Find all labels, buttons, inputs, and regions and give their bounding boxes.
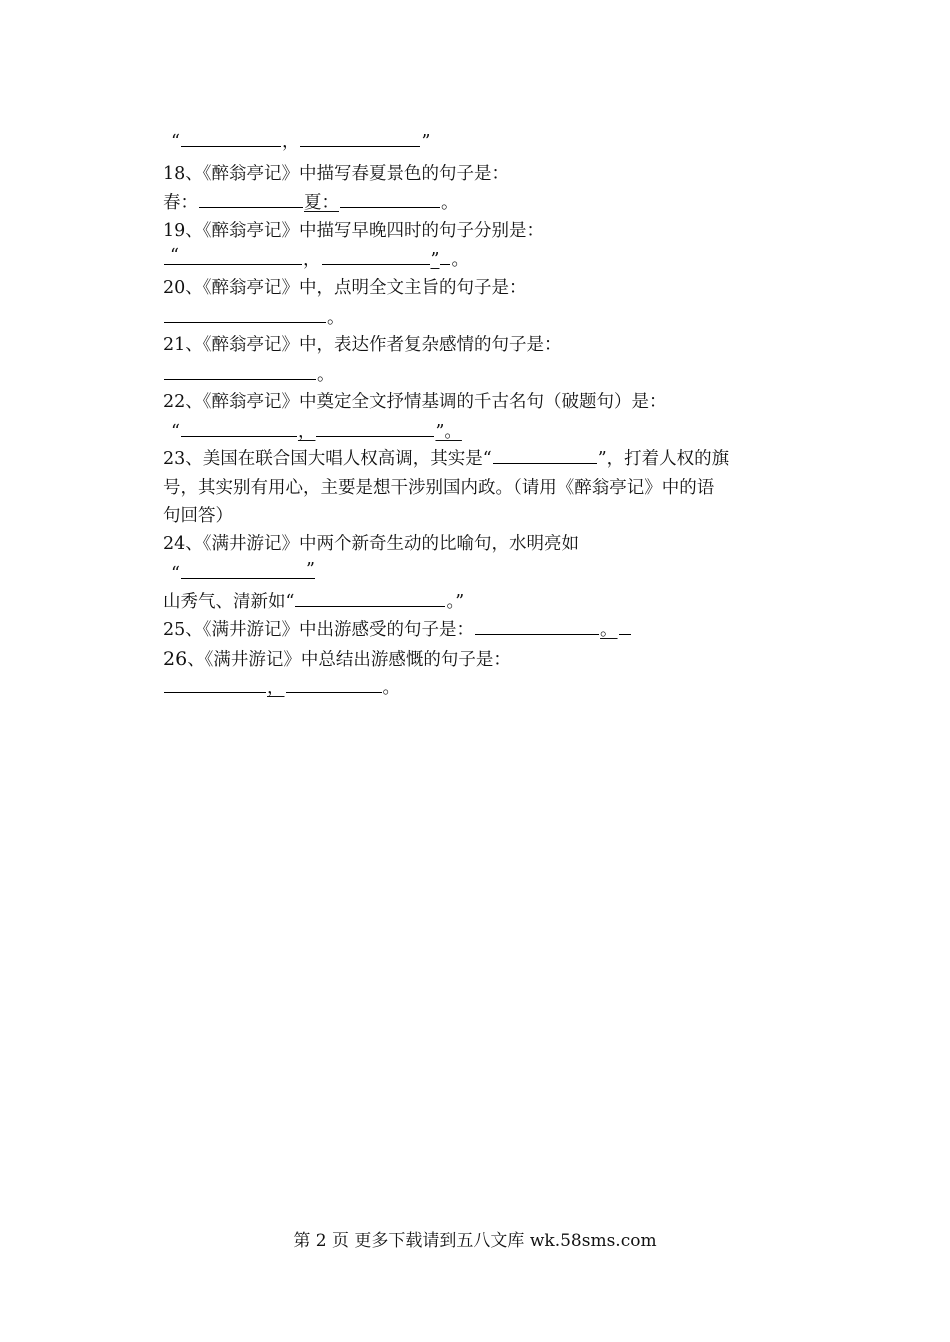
answer-blank[interactable]	[322, 246, 430, 265]
q26-answer-line	[163, 674, 803, 702]
period: 。	[317, 365, 335, 385]
q26-title-line	[163, 645, 803, 674]
answer-blank[interactable]	[316, 418, 434, 437]
answer-blank[interactable]	[286, 674, 382, 693]
q19-title: 19、《醉翁亭记》中描写早晚四时的句子分别是：	[163, 221, 545, 241]
comma: ，	[297, 422, 316, 442]
answer-blank[interactable]	[164, 674, 266, 693]
q21-answer-line	[163, 361, 803, 389]
period: 。	[600, 620, 618, 640]
answer-blank[interactable]	[475, 616, 599, 635]
period: 。	[327, 308, 345, 328]
answer-blank[interactable]	[164, 246, 302, 265]
q24-text-end: 。”	[446, 592, 465, 612]
answer-blank-tail	[619, 616, 631, 635]
answer-blank[interactable]	[300, 128, 420, 147]
q23-line-2: 号，其实别有用心，主要是想干涉别国内政。（请用《醉翁亭记》中的语	[163, 478, 715, 498]
quote-open: “	[170, 246, 179, 266]
answer-blank[interactable]	[181, 418, 297, 437]
q22-answer-line	[163, 418, 803, 446]
q26-number: 26	[163, 648, 188, 670]
quote-close: ”	[430, 250, 440, 270]
q17-answer-line	[163, 128, 803, 156]
spring-blank[interactable]	[199, 189, 303, 208]
answer-blank[interactable]	[181, 128, 281, 147]
q21-title: 21、《醉翁亭记》中，表达作者复杂感情的句子是：	[163, 335, 562, 355]
q23-line-3: 句回答）	[163, 506, 233, 526]
q26-title: 、《满井游记》中总结出游感慨的句子是：	[187, 650, 511, 670]
answer-blank[interactable]	[181, 560, 315, 579]
q24-answer-line-1	[163, 560, 803, 588]
comma: ，	[303, 250, 321, 270]
summer-blank[interactable]	[340, 189, 440, 208]
comma: ，	[281, 132, 300, 152]
q23-text-start: 23、美国在联合国大唱人权高调，其实是“	[163, 449, 492, 469]
q18-title: 18、《醉翁亭记》中描写春夏景色的句子是：	[163, 164, 510, 184]
q25-title: 25、《满井游记》中出游感受的句子是：	[163, 620, 475, 640]
quote-close: ”。	[435, 422, 462, 442]
answer-blank-tail	[440, 246, 450, 265]
q23-text-end: ”，打着人权的旗	[597, 449, 730, 469]
q20-title: 20、《醉翁亭记》中，点明全文主旨的句子是：	[163, 278, 527, 298]
answer-blank[interactable]	[493, 445, 597, 464]
answer-blank[interactable]	[164, 361, 316, 380]
q20-answer-line	[163, 304, 803, 332]
quote-open: “	[171, 422, 180, 442]
answer-blank[interactable]	[295, 588, 445, 607]
quote-open: “	[171, 564, 180, 584]
page-footer: 第 2 页 更多下载请到五八文库 wk.58sms.com	[293, 1231, 657, 1251]
q23-line-1	[163, 445, 803, 473]
spring-label: 春：	[163, 193, 198, 213]
answer-blank[interactable]	[164, 304, 326, 323]
q19-answer-line	[163, 246, 803, 274]
q25-line	[163, 616, 803, 644]
quote-close: ”	[421, 132, 431, 152]
period: 。	[441, 193, 459, 213]
quote-close: ”	[306, 560, 315, 580]
quote-open: “	[171, 132, 180, 152]
q24-text-start: 山秀气、清新如“	[163, 592, 295, 612]
summer-label: 夏：	[304, 193, 339, 213]
period: 。	[451, 250, 469, 270]
period: 。	[382, 678, 400, 698]
comma: ，	[267, 678, 285, 698]
q22-title: 22、《醉翁亭记》中奠定全文抒情基调的千古名句（破题句）是：	[163, 392, 667, 412]
q24-title: 24、《满井游记》中两个新奇生动的比喻句，水明亮如	[163, 534, 580, 554]
q18-answer-line	[163, 189, 803, 217]
q24-answer-line-2	[163, 588, 803, 616]
